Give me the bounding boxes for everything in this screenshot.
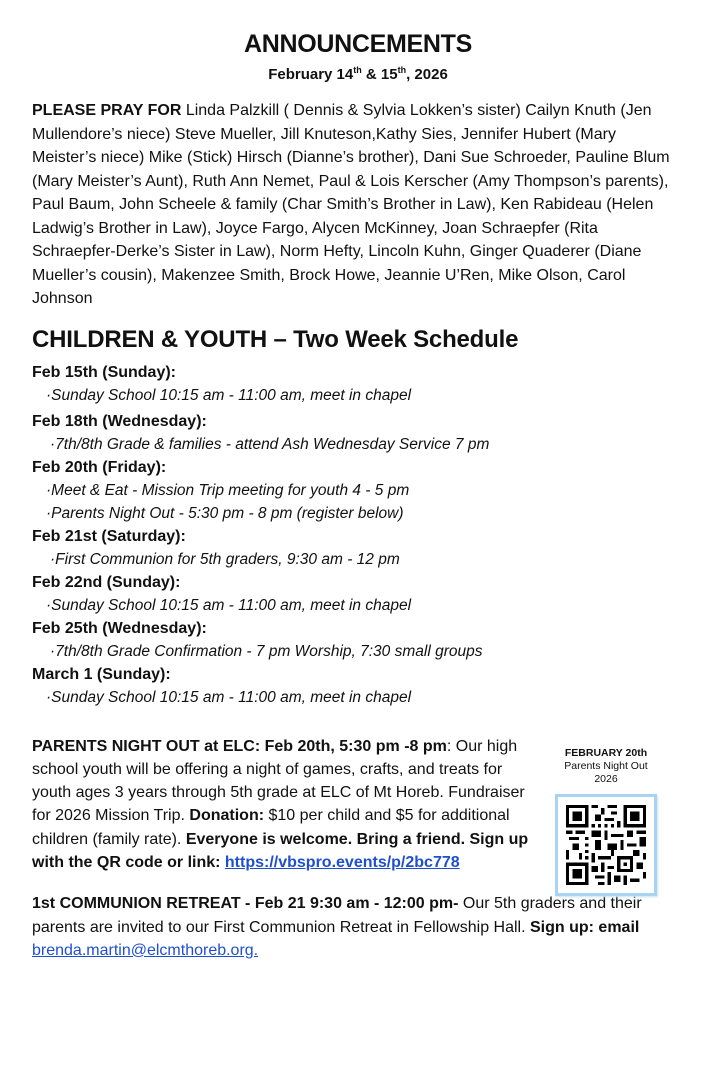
date-sup: th: [353, 65, 362, 75]
schedule-item: ·Meet & Eat - Mission Trip meeting for youth 4 - 5 pm: [46, 481, 410, 499]
qr-year: 2026: [594, 772, 618, 785]
qr-code[interactable]: [555, 794, 657, 896]
schedule-list: [32, 361, 684, 709]
welcome-text: Everyone is welcome. Bring a friend. Sign up with the QR code or link:: [32, 830, 529, 871]
bulletin-page: [32, 28, 684, 962]
prayer-list: [32, 99, 684, 311]
schedule-day: Feb 18th (Wednesday):: [32, 412, 207, 430]
date-sup: th: [397, 65, 407, 75]
donation-text: $10 per child and $5 for additional children (family rate).: [32, 807, 510, 848]
parents-night-body: Our high school youth will be offering a night of games, crafts, and treats for youth ages 3 years through 5th grade at ELC of Mt Horeb. Fundraiser for 2026 Mission Trip.: [32, 737, 525, 825]
signup-link[interactable]: https://vbspro.events/p/2bc778: [224, 853, 460, 871]
schedule-day: Feb 22nd (Sunday):: [32, 573, 181, 591]
qr-title: FEBRUARY 20th: [564, 746, 648, 759]
schedule-day: Feb 25th (Wednesday):: [32, 619, 207, 637]
communion-when: Feb 21 9:30 am - 12:00 pm-: [254, 895, 459, 913]
qr-subtitle: Parents Night Out: [564, 759, 648, 772]
communion-body: Our 5th graders and their parents are invited to our First Communion Retreat in Fellowship Hall.: [32, 895, 642, 936]
schedule-heading: CHILDREN & YOUTH – Two Week Schedule: [32, 325, 519, 353]
date-part: & 15: [361, 66, 398, 83]
communion-dash: -: [240, 895, 255, 913]
parents-night-section: [32, 735, 684, 875]
qr-code-icon: [566, 805, 646, 885]
communion-retreat: [32, 892, 684, 962]
date-part: , 2026: [406, 66, 448, 83]
prayer-names: Linda Palzkill ( Dennis & Sylvia Lokken’s sister) Cailyn Knuth (Jen Mullendore’s niece) Steve Mueller, Jill Knuteson,Kathy Sies, Jennifer Hubert (Mary Meister’s niece) Mike (Stick) Hirsch (Dianne’s brother), Dani Sue Schroeder, Pauline Blum (Mary Meister’s Aunt), Ruth Ann Nemet, Paul & Lois Kerscher (Amy Thompson’s parents), Paul Baum, John Scheele & family (Char Smith’s Brother in Law), Ken Rabideau (Helen Ladwig’s Brother in Law), Joyce Fargo, Alycen McKinney, Joan Schraepfer (Rita Schraepfer-Derke’s Sister in Law), Norm Hefty, Lincoln Kuhn, Ginger Quaderer (Diane Mueller’s cousin), Makenzee Smith, Brock Howe, Jeannie U’Ren, Mike Olson, Carol Johnson: [32, 102, 670, 307]
announcement-date: [32, 60, 684, 85]
schedule-item: ·Sunday School 10:15 am - 11:00 am, meet in chapel: [46, 688, 412, 706]
qr-card: [554, 747, 658, 896]
communion-signup-label: Sign up: email: [529, 918, 640, 936]
schedule-item: ·First Communion for 5th graders, 9:30 am - 12 pm: [50, 550, 400, 568]
parents-night-heading: PARENTS NIGHT OUT at ELC: Feb 20th, 5:30 pm -8 pm: [32, 737, 447, 755]
schedule-item: ·Sunday School 10:15 am - 11:00 am, meet in chapel: [46, 386, 412, 404]
heading-colon: :: [446, 737, 452, 755]
page-title: ANNOUNCEMENTS: [243, 30, 473, 58]
schedule-day: Feb 20th (Friday):: [32, 458, 167, 476]
donation-label: Donation:: [189, 807, 265, 825]
prayer-label: PLEASE PRAY FOR: [32, 102, 182, 119]
schedule-item: ·Sunday School 10:15 am - 11:00 am, meet in chapel: [46, 596, 412, 614]
schedule-day: Feb 15th (Sunday):: [32, 363, 177, 381]
date-part: February 14: [268, 66, 354, 83]
signup-email-link[interactable]: brenda.martin@elcmthoreb.org.: [32, 941, 259, 959]
schedule-item: ·Parents Night Out - 5:30 pm - 8 pm (register below): [46, 504, 404, 522]
parents-night-text: [32, 735, 532, 875]
schedule-item: ·7th/8th Grade & families - attend Ash Wednesday Service 7 pm: [50, 435, 490, 453]
schedule-day: March 1 (Sunday):: [32, 665, 171, 683]
communion-heading: 1st COMMUNION RETREAT: [32, 895, 241, 913]
schedule-day: Feb 21st (Saturday):: [32, 527, 186, 545]
schedule-item: ·7th/8th Grade Confirmation - 7 pm Worship, 7:30 small groups: [50, 642, 483, 660]
